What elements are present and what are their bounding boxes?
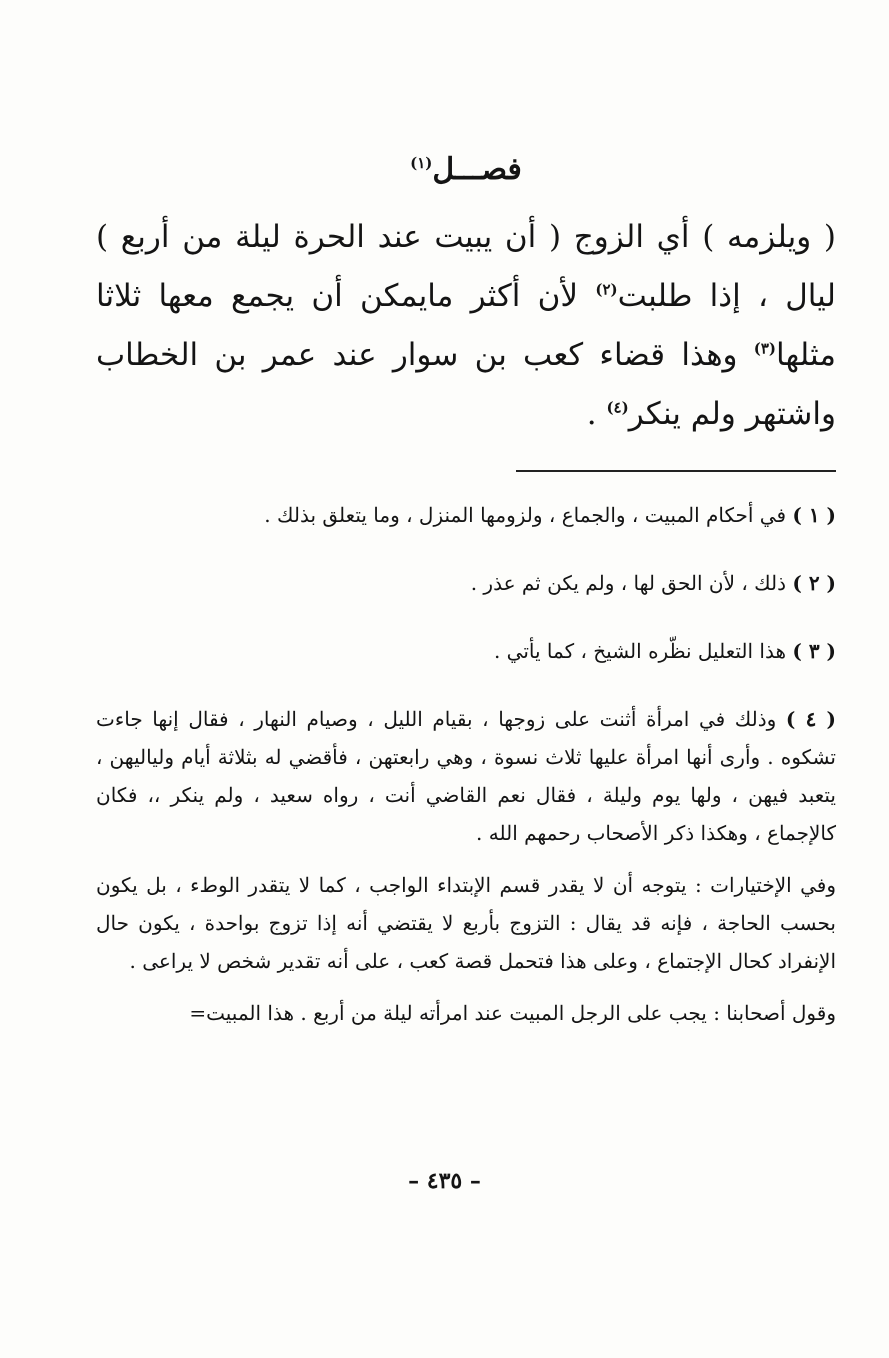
main-text-seg3: وهذا قضاء كعب بن سوار عند عمر بن الخطاب واشتهر ولم ينكر [96, 337, 836, 432]
footnote-ref-3: (٣) [753, 339, 777, 358]
section-heading [96, 150, 836, 190]
footnote-separator [516, 470, 836, 472]
page-number: – ٤٣٥ – [408, 1168, 481, 1194]
main-paragraph [96, 208, 836, 444]
footnote-4-number: ( ٤ ) [785, 707, 836, 731]
footnote-1-text: في أحكام المبيت ، والجماع ، ولزومها المنزل ، وما يتعلق بذلك . [264, 503, 793, 527]
footnote-4-ashabuna: وقول أصحابنا : يجب على الرجل المبيت عند امرأته ليلة من أربع . هذا المبيت= [189, 1001, 836, 1025]
footnote-2-text: ذلك ، لأن الحق لها ، ولم يكن ثم عذر . [470, 571, 793, 595]
footnote-1-number: ( ١ ) [792, 503, 836, 527]
main-text-seg4: . [586, 396, 607, 432]
footnote-2-number: ( ٢ ) [792, 571, 836, 595]
page-body [96, 150, 836, 1046]
footnote-2 [96, 564, 836, 602]
footnote-4-ikhtiyarat: وفي الإختيارات : يتوجه أن لا يقدر قسم الإبتداء الواجب ، كما لا يتقدر الوطء ، بل يكون بحسب الحاجة ، فإنه قد يقال : التزوج بأربع لا يقتضي أنه إذا تزوج بواحدة ، يكون حال الإنفراد كحال الإجتماع ، وعلى هذا فتحمل قصة كعب ، على أنه تقدير شخص لا يراعى . [96, 873, 836, 973]
footnote-1 [96, 496, 836, 534]
main-text-seg2: لأن أكثر مايمكن أن يجمع معها ثلاثا مثلها [96, 278, 836, 373]
footnote-3 [96, 632, 836, 670]
section-title: فصـــل [432, 152, 522, 187]
main-text-seg1: ( ويلزمه ) أي الزوج ( أن يبيت عند الحرة ليلة من أربع ) ليال ، إذا طلبت [96, 219, 836, 314]
footnote-ref-4: (٤) [606, 398, 629, 417]
footnote-ref-2: (٢) [595, 280, 618, 299]
footnote-4-text: وذلك في امرأة أثنت على زوجها ، بقيام الليل ، وصيام النهار ، فقال إنها جاءت تشكوه . وأرى أنها امرأة عليها ثلاث نسوة ، وهي رابعتهن ، فأقضي له بثلاثة أيام ولياليهن ، يتعبد فيهن ، ولها يوم وليلة ، فقال نعم القاضي أنت ، رواه سعيد ، ولم ينكر ،، فكان كالإجماع ، وهكذا ذكر الأصحاب رحمهم الله . [96, 707, 836, 845]
footnote-separator-wrap [96, 470, 836, 472]
footnote-3-number: ( ٣ ) [792, 639, 836, 663]
footnote-ref-1: (١) [410, 154, 433, 172]
footnote-4 [96, 700, 836, 852]
footnote-3-text: هذا التعليل نظّره الشيخ ، كما يأتي . [493, 639, 793, 663]
